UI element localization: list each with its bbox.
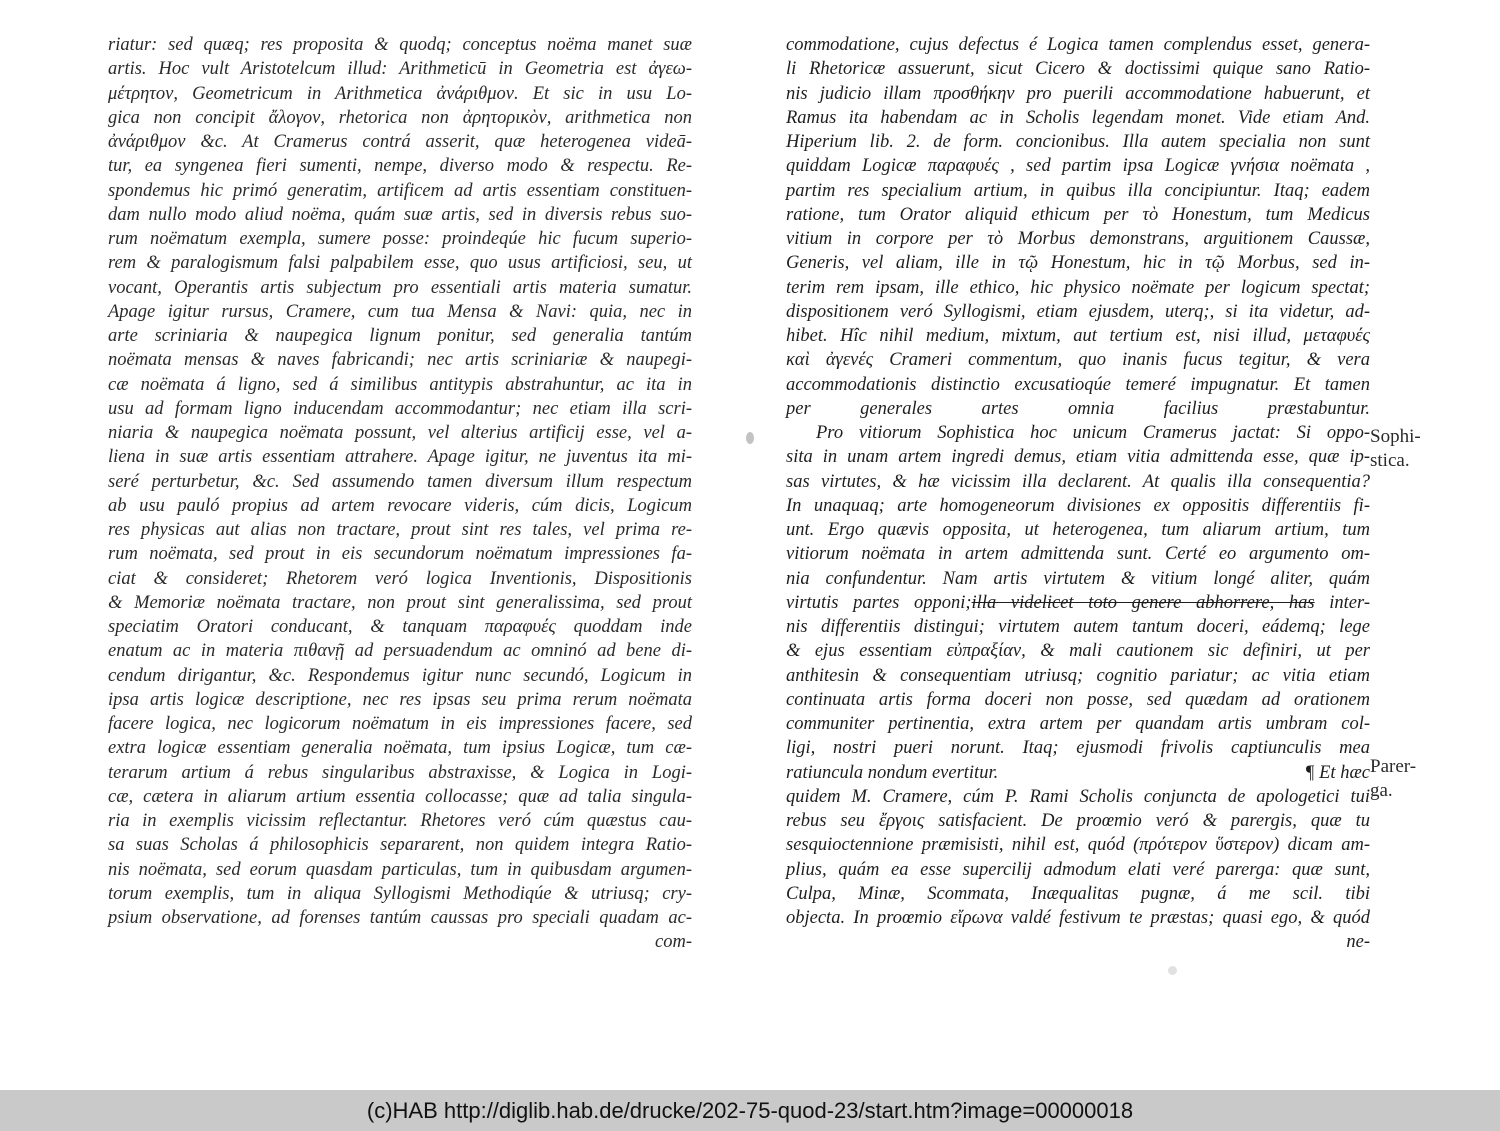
text-line: terim rem ipsam, ille ethico, hic physico noëmate per logicum spectat;	[786, 277, 1370, 298]
text-line: gica non concipit ἄλογον, rhetorica non ἀρητορικὸν, arithmetica non	[108, 107, 692, 128]
text-line: & ejus essentiam εὐπραξίαν, & mali cautionem sic definiri, ut per	[786, 641, 1370, 662]
text-line: communiter pertinentia, extra artem per quandam artis umbram col-	[786, 714, 1370, 734]
margin-note-parerga	[1370, 755, 1416, 803]
text-line: objecta. In proœmio εἴρωνα valdé festivum te præstas; quasi ego, & quód	[786, 908, 1370, 928]
text-segment: virtutis partes opponi;	[786, 592, 972, 613]
text-line: & Memoriæ noëmata tractare, non prout sint generalissima, sed prout	[108, 592, 692, 613]
text-line: hibet. Hîc nihil medium, mixtum, aut tertium est, nisi illud, μεταφυές	[786, 326, 1370, 346]
text-line: accommodationis distinctio excusatioqúe temeré impugnatur. Et tamen	[786, 374, 1370, 395]
text-line: cæ, cætera in aliarum artium essentia collocasse; quæ ad talia singula-	[108, 786, 692, 807]
text-line: Culpa, Minæ, Scommata, Inæqualitas pugnæ, á me scil. tibi	[786, 883, 1370, 904]
text-line: cendum dirigantur, &c. Respondemus igitur nunc secundó, Logicum in	[108, 665, 692, 686]
text-line: quidem M. Cramere, cúm P. Rami Scholis conjuncta de apologetici tui	[786, 786, 1370, 807]
margin-note-line: Parer-	[1370, 756, 1417, 777]
text-line: spondemus hic primó generatim, artificem ad artis essentiam constituen-	[108, 180, 692, 201]
text-line: plius, quám ea esse supercilij admodum elati veré parerga: quæ sunt,	[786, 859, 1370, 880]
text-line: Ramus ita habendam ac in Scholis legendam monet. Vide etiam And.	[786, 107, 1370, 128]
text-line: partim res specialium artium, in quibus illa concipiuntur. Itaq; eadem	[786, 180, 1370, 201]
text-line: dam nullo modo aliud noëma, quám suæ artis, sed in diversis rebus suo-	[108, 204, 692, 225]
text-line: Apage igitur rursus, Cramere, cum tua Mensa & Navi: quia, nec in	[108, 301, 692, 322]
text-line: sita in unam artem ingredi demus, etiam vitia admittenda esse, quæ ip-	[786, 447, 1370, 468]
text-line: sesquioctennione præmisisti, nihil est, quód (πρότερον ὕστερον) dicam am-	[786, 835, 1370, 856]
text-line: anthitesin & consequentiam utriusq; cognitio pariatur; ac vitia etiam	[786, 665, 1370, 686]
text-line: niaria & naupegica noëmata possunt, vel alterius artificij esse, vel a-	[108, 423, 692, 443]
text-line: unt. Ergo quævis opposita, ut heterogenea, tum aliarum artium, tum	[786, 520, 1370, 540]
text-line: cæ noëmata á ligno, sed á similibus antitypis abstrahuntur, ac ita in	[108, 374, 692, 395]
text-line: tur, ea syngenea fieri sumenti, nempe, diverso modo & respectu. Re-	[108, 156, 692, 177]
text-line: ciat & consideret; Rhetorem veró logica Inventionis, Dispositionis	[108, 568, 692, 589]
ink-speck	[1168, 966, 1177, 975]
text-line: riatur: sed quæq; res proposita & quodq; conceptus noëma manet suæ	[108, 35, 692, 55]
text-line: μέτρητον, Geometricum in Arithmetica ἀνάριθμον. Et sic in usu Lo-	[108, 83, 692, 104]
text-line: vocant, Operantis artis subjectum pro essentiali artis materia sumatur.	[108, 277, 692, 298]
text-line: In unaquaq; arte homogeneorum divisiones ex oppositis differentiis fi-	[786, 495, 1370, 516]
text-line: arte scriniaria & naupegica lignum ponitur, sed generalia tantúm	[108, 326, 692, 346]
text-line: vitiorum noëmata in artem admittenda sunt. Certé eo argumento om-	[786, 544, 1370, 565]
text-line: nis noëmata, sed eorum quasdam particulas, tum in quibusdam argumen-	[108, 859, 692, 880]
margin-note-line: stica.	[1370, 450, 1410, 471]
text-line: rem & paralogismum falsi palpabilem esse, quo usus artificiosi, seu, ut	[108, 253, 692, 274]
text-line: nia confundentur. Nam artis virtutem & vitium longé aliter, quám	[786, 568, 1370, 589]
text-line: liena in suæ artis essentiam attrahere. Apage igitur, ne juventus ita mi-	[108, 447, 692, 468]
text-line: Pro vitiorum Sophistica hoc unicum Cramerus jactat: Si oppo-	[816, 423, 1370, 443]
text-line: Generis, vel aliam, ille in τῷ Honestum, hic in τῷ Morbus, sed in-	[786, 253, 1370, 274]
split-line	[786, 761, 1370, 785]
text-line: sa suas Scholas á philosophicis separarent, non quidem integra Ratio-	[108, 835, 692, 856]
text-segment: inter-	[1314, 592, 1370, 613]
text-line: rebus seu ἔργοις satisfacient. De proœmio veró & parergis, quæ tu	[786, 811, 1370, 831]
text-segment: ratiuncula nondum evertitur.	[786, 762, 999, 783]
text-line: ipsa artis logicæ descriptione, nec res ipsas seu prima rerum noëmata	[108, 689, 692, 710]
text-line: terarum artium á rebus singularibus abstraxisse, & Logica in Logi-	[108, 762, 692, 783]
text-line: καὶ ἀγενές Crameri commentum, quo inanis fucus tegitur, & vera	[786, 350, 1370, 371]
copyright-footer: (c)HAB http://diglib.hab.de/drucke/202-75-quod-23/start.htm?image=00000018	[0, 1090, 1500, 1131]
text-line: nis differentiis distingui; virtutem autem tantum doceri, eádemq; lege	[786, 617, 1370, 637]
text-line: enatum ac in materia πιθανῇ ad persuadendum ac omninó ad bene di-	[108, 641, 692, 662]
catchword: ne-	[1346, 932, 1370, 953]
text-line: torum exemplis, tum in aliqua Syllogismi Methodiqúe & utriusq; cry-	[108, 883, 692, 904]
text-line: per generales artes omnia facilius præstabuntur.	[786, 398, 1370, 419]
text-line: rum noëmatum exempla, sumere posse: proindeqúe hic fucum superio-	[108, 229, 692, 249]
struck-text-line	[786, 591, 1370, 615]
right-page-column	[786, 33, 1370, 955]
margin-note-line: ga.	[1370, 780, 1393, 801]
text-line: rum noëmata, sed prout in eis secundorum noëmatum impressiones fa-	[108, 544, 692, 565]
margin-note-line: Sophi-	[1370, 426, 1421, 447]
text-line: nis judicio illam προσθήκην pro puerili accommodatione habuerunt, et	[786, 83, 1370, 104]
text-line: seré perturbetur, &c. Sed assumendo tamen diversum illum respectum	[108, 471, 692, 492]
text-line: res physicas aut alias non tractare, prout sint res tales, vel prima re-	[108, 520, 692, 540]
margin-note-sophistica	[1370, 425, 1421, 473]
left-page-column	[108, 33, 692, 955]
text-line: psium observatione, ad forenses tantúm caussas pro speciali quadam ac-	[108, 908, 692, 928]
text-segment: ¶ Et hæc	[1304, 762, 1370, 783]
text-line: ria in exemplis vicissim reflectantur. Rhetores veró cúm quæstus cau-	[108, 811, 692, 831]
text-line: extra logicæ essentiam generalia noëmata, tum ipsius Logicæ, tum cæ-	[108, 738, 692, 759]
struck-through-text: illa videlicet toto genere abhorrere, has	[971, 592, 1315, 613]
text-line: li Rhetoricæ assuerunt, sicut Cicero & doctissimi quique sano Ratio-	[786, 59, 1370, 80]
text-line: speciatim Oratori conducant, & tanquam παραφυές quoddam inde	[108, 617, 692, 637]
catchword: com-	[655, 932, 692, 953]
text-line: commodatione, cujus defectus é Logica tamen complendus esset, genera-	[786, 35, 1370, 55]
text-line: quiddam Logicæ παραφυές , sed partim ipsa Logicæ γνήσια noëmata ,	[786, 156, 1370, 177]
text-line: usu ad formam ligno inducendam accommodantur; nec etiam illa scri-	[108, 398, 692, 419]
ink-speck	[746, 432, 754, 444]
text-line: continuata artis forma doceri non posse, sed quædam ad orationem	[786, 689, 1370, 710]
text-line: facere logica, nec logicorum noëmatum in eis impressiones facere, sed	[108, 714, 692, 734]
text-line: ab usu pauló propius ad artem revocare videris, cúm dicis, Logicum	[108, 495, 692, 516]
text-line: artis. Hoc vult Aristotelcum illud: Arithmeticū in Geometria est ἀγεω-	[108, 59, 692, 80]
text-line: dispositionem veró Syllogismi, etiam ejusdem, uterq;, si ita videtur, ad-	[786, 301, 1370, 322]
text-line: noëmata mensas & naves fabricandi; nec artis scriniariæ & naupegi-	[108, 350, 692, 371]
text-line: vitium in corpore per τὸ Morbus demonstrans, arguitionem Caussæ,	[786, 229, 1370, 249]
text-line: Hiperium lib. 2. de form. concionibus. Illa autem specialia non sunt	[786, 132, 1370, 152]
text-line: ἀνάριθμον &c. At Cramerus contrá asserit, quæ heterogenea videā-	[108, 132, 692, 152]
text-line: ligi, nostri pueri norunt. Itaq; ejusmodi frivolis captiunculis mea	[786, 738, 1370, 759]
text-line: sas virtutes, & hæ vicissim illa declarent. At qualis illa consequentia?	[786, 471, 1370, 492]
text-line: ratione, tum Orator aliquid ethicum per τὸ Honestum, tum Medicus	[786, 204, 1370, 225]
